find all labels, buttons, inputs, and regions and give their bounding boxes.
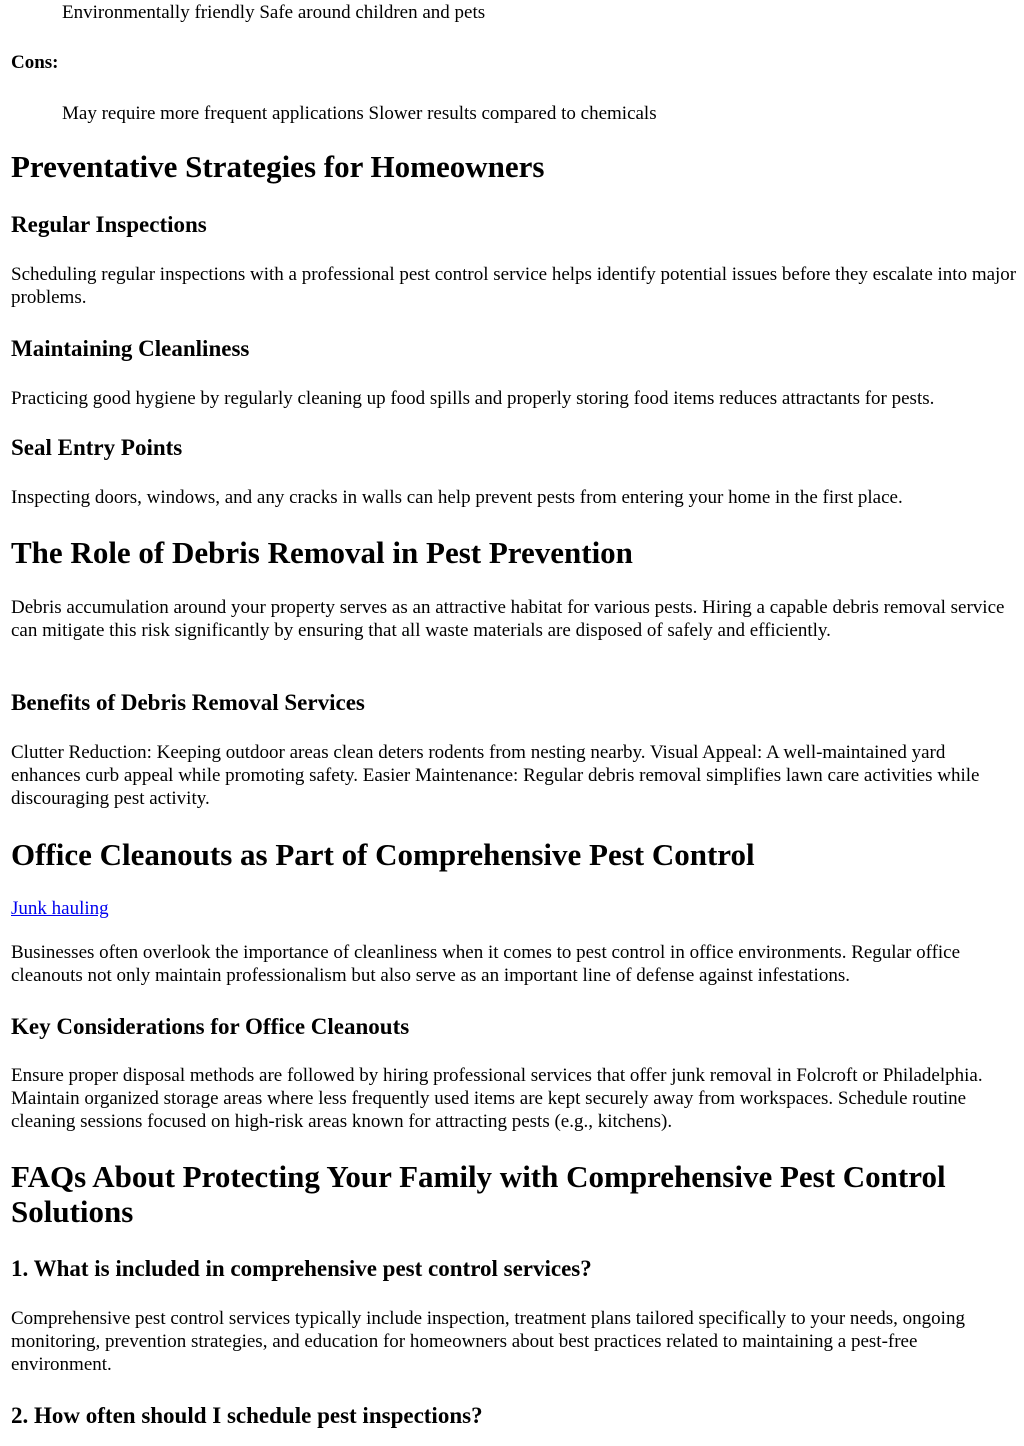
faqs-heading: FAQs About Protecting Your Family with Comprehensive Pest Control Solutions xyxy=(11,1159,946,1229)
preventative-heading: Preventative Strategies for Homeowners xyxy=(11,149,545,184)
junk-hauling-paragraph xyxy=(11,897,109,920)
regular-inspections-heading: Regular Inspections xyxy=(11,212,207,237)
benefits-heading: Benefits of Debris Removal Services xyxy=(11,690,365,715)
considerations-text: Ensure proper disposal methods are followed by hiring professional services that offer junk removal in Folcroft or Philadelphia. Maintain organized storage areas where less frequently used items are kept securely away from workspaces. Schedule routine cleaning sessions focused on high-risk areas known for attracting pests (e.g., kitchens). xyxy=(11,1065,983,1132)
benefits-text: Clutter Reduction: Keeping outdoor areas clean deters rodents from nesting nearby. Visual Appeal: A well-maintained yard enhances curb appeal while promoting safety. Easier Maintenance: Regular debris removal simplifies lawn care activities while discouraging pest activity. xyxy=(11,742,980,809)
seal-entry-heading: Seal Entry Points xyxy=(11,435,183,460)
faq-q2-heading: 2. How often should I schedule pest inspections? xyxy=(11,1403,483,1428)
debris-heading: The Role of Debris Removal in Pest Prevention xyxy=(11,535,633,570)
faq-q1-heading: 1. What is included in comprehensive pest control services? xyxy=(11,1256,592,1281)
junk-hauling-link[interactable]: Junk hauling xyxy=(11,898,109,919)
cleanliness-text: Practicing good hygiene by regularly cleaning up food spills and properly storing food items reduces attractants for pests. xyxy=(11,388,935,409)
considerations-heading: Key Considerations for Office Cleanouts xyxy=(11,1014,410,1039)
faq-q1-text: Comprehensive pest control services typically include inspection, treatment plans tailored specifically to your needs, ongoing monitoring, prevention strategies, and education for homeowners about best practices related to maintaining a pest-free environment. xyxy=(11,1308,965,1375)
cons-label: Cons: xyxy=(11,52,59,73)
cleanliness-heading: Maintaining Cleanliness xyxy=(11,336,250,361)
debris-text: Debris accumulation around your property serves as an attractive habitat for various pests. Hiring a capable debris removal service can mitigate this risk significantly by ensuring that all waste materials are disposed of safely and efficiently. xyxy=(11,597,1005,641)
office-heading: Office Cleanouts as Part of Comprehensive Pest Control xyxy=(11,837,755,872)
regular-inspections-text: Scheduling regular inspections with a professional pest control service helps identify potential issues before they escalate into major problems. xyxy=(11,264,1017,308)
pros-list: Environmentally friendly Safe around children and pets xyxy=(62,2,486,23)
seal-entry-text: Inspecting doors, windows, and any cracks in walls can help prevent pests from entering your home in the first place. xyxy=(11,487,903,508)
cons-list: May require more frequent applications Slower results compared to chemicals xyxy=(62,103,657,124)
office-text: Businesses often overlook the importance of cleanliness when it comes to pest control in office environments. Regular office cleanouts not only maintain professionalism but also serve as an important line of defense against infestations. xyxy=(11,942,961,986)
